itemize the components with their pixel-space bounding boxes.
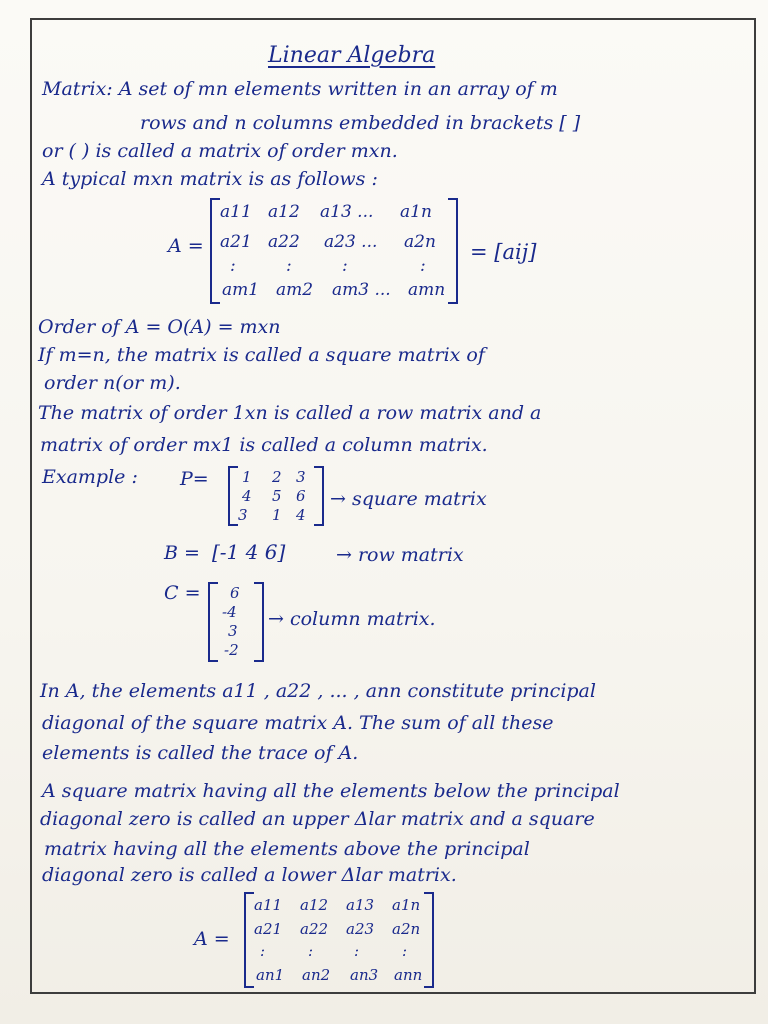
example-p-cell: 3 (238, 506, 248, 524)
example-p-cell: 1 (272, 506, 282, 524)
text-line-7: order n(or m). (44, 372, 181, 394)
text-line-3: or ( ) is called a matrix of order mxn. (42, 140, 398, 162)
text-line-8: The matrix of order 1xn is called a row matrix and a (38, 402, 542, 424)
matrix-a2-cell: a13 (346, 896, 375, 914)
matrix-a2-cell: a23 (346, 920, 375, 938)
example-p-cell: 5 (272, 487, 282, 505)
example-c-note: → column matrix. (268, 608, 436, 630)
text-line-14: A square matrix having all the elements below the principal (42, 780, 620, 802)
matrix-a-equals: = [aij] (470, 240, 537, 264)
example-p-cell: 4 (242, 487, 252, 505)
matrix-a-cell: am1 (222, 280, 260, 300)
text-line-17: diagonal zero is called a lower Δlar matrix. (42, 864, 457, 886)
text-line-5: Order of A = O(A) = mxn (38, 316, 281, 338)
example-c-label: C = (164, 582, 201, 604)
matrix-a2-cell: an3 (350, 966, 379, 984)
matrix-a2-cell: a21 (254, 920, 283, 938)
example-p-cell: 6 (296, 487, 306, 505)
matrix-a-cell: a12 (268, 202, 300, 222)
example-b-note: → row matrix (336, 544, 464, 566)
matrix-a-cell: a13 ... (320, 202, 374, 222)
example-b-label: B = (164, 542, 200, 564)
matrix-a (210, 198, 458, 304)
example-c-cell: 6 (230, 584, 240, 602)
matrix-a2 (244, 892, 434, 988)
text-line-2: rows and n columns embedded in brackets [ ] (140, 112, 581, 134)
example-p-cell: 2 (272, 468, 282, 486)
text-line-6: If m=n, the matrix is called a square matrix of (38, 344, 485, 366)
text-line-11: In A, the elements a11 , a22 , ... , ann constitute principal (40, 680, 596, 702)
matrix-a-cell: : (420, 256, 426, 276)
matrix-a-label: A = (168, 235, 204, 257)
example-c-cell: -2 (224, 641, 239, 659)
matrix-a2-cell: an2 (302, 966, 331, 984)
matrix-a-cell: a2n (404, 232, 436, 252)
matrix-a2-cell: : (260, 942, 266, 960)
matrix-a-cell: a1n (400, 202, 432, 222)
matrix-a-cell: : (286, 256, 292, 276)
matrix-a-cell: am3 ... (332, 280, 391, 300)
text-line-13: elements is called the trace of A. (42, 742, 359, 764)
example-p-cell: 4 (296, 506, 306, 524)
text-line-15: diagonal zero is called an upper Δlar matrix and a square (40, 808, 595, 830)
example-c-cell: 3 (228, 622, 238, 640)
text-line-12: diagonal of the square matrix A. The sum of all these (42, 712, 554, 734)
example-p-cell: 1 (242, 468, 252, 486)
example-p-matrix (228, 466, 324, 526)
example-p-label: P= (180, 468, 209, 490)
text-line-9: matrix of order mx1 is called a column matrix. (40, 434, 488, 456)
example-c-matrix (208, 582, 264, 662)
matrix-a-cell: a21 (220, 232, 252, 252)
matrix-a-cell: amn (408, 280, 446, 300)
text-line-10: Example : (42, 466, 138, 488)
page-title: Linear Algebra (268, 43, 436, 68)
example-p-cell: 3 (296, 468, 306, 486)
text-line-16: matrix having all the elements above the principal (44, 838, 530, 860)
matrix-a2-cell: : (308, 942, 314, 960)
example-p-note: → square matrix (330, 488, 487, 510)
matrix-a2-label: A = (194, 928, 230, 950)
matrix-a-cell: a22 (268, 232, 300, 252)
matrix-a-cell: a11 (220, 202, 252, 222)
matrix-a-cell: : (342, 256, 348, 276)
matrix-a2-cell: an1 (256, 966, 285, 984)
matrix-a2-cell: : (402, 942, 408, 960)
example-c-cell: -4 (222, 603, 237, 621)
matrix-a2-cell: a22 (300, 920, 329, 938)
text-line-4: A typical mxn matrix is as follows : (42, 168, 378, 190)
matrix-a-cell: a23 ... (324, 232, 378, 252)
text-line-1: Matrix: A set of mn elements written in an array of m (42, 78, 558, 100)
matrix-a-cell: : (230, 256, 236, 276)
example-b-matrix: [-1 4 6] (212, 540, 286, 564)
matrix-a-cell: am2 (276, 280, 314, 300)
matrix-a2-cell: a12 (300, 896, 329, 914)
matrix-a2-cell: a11 (254, 896, 283, 914)
matrix-a2-cell: ann (394, 966, 423, 984)
matrix-a2-cell: a1n (392, 896, 421, 914)
matrix-a2-cell: : (354, 942, 360, 960)
matrix-a2-cell: a2n (392, 920, 421, 938)
